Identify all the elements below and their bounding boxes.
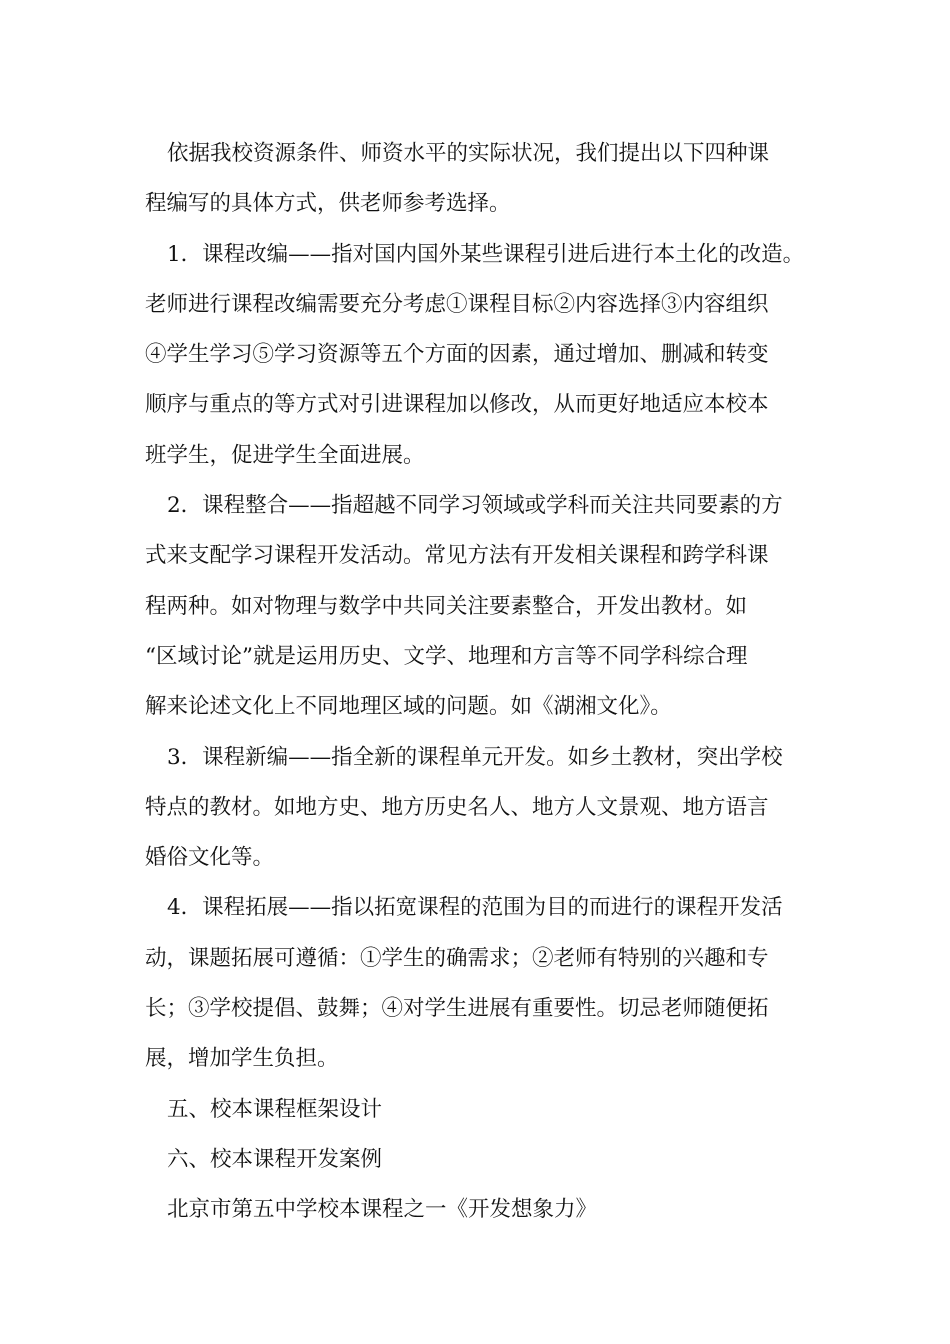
item-2-line-2: 式来支配学习课程开发活动。常见方法有开发相关课程和跨学科课 xyxy=(145,543,769,569)
item-3-line-1: 3．课程新编——指全新的课程单元开发。如乡土教材，突出学校 xyxy=(167,744,783,770)
item-4-line-4: 展，增加学生负担。 xyxy=(145,1046,339,1072)
item-4-line-1: 4．课程拓展——指以拓宽课程的范围为目的而进行的课程开发活 xyxy=(167,895,783,921)
case-title: 北京市第五中学校本课程之一《开发想象力》 xyxy=(167,1197,598,1223)
document-body xyxy=(145,129,825,1236)
item-2-line-5: 解来论述文化上不同地理区域的问题。如《湖湘文化》。 xyxy=(145,694,672,720)
item-1-line-5: 班学生，促进学生全面进展。 xyxy=(145,442,425,468)
item-3-line-2: 特点的教材。如地方史、地方历史名人、地方人文景观、地方语言 xyxy=(145,794,769,820)
item-2-line-3: 程两种。如对物理与数学中共同关注要素整合，开发出教材。如 xyxy=(145,593,748,619)
item-3-line-3: 婚俗文化等。 xyxy=(145,845,275,871)
item-2-line-1: 2．课程整合——指超越不同学习领域或学科而关注共同要素的方 xyxy=(167,493,783,519)
item-4-line-3: 长；③学校提倡、鼓舞；④对学生进展有重要性。切忌老师随便拓 xyxy=(145,996,769,1022)
item-2-line-4: “区域讨论”就是运用历史、文学、地理和方言等不同学科综合理 xyxy=(145,643,748,669)
section-6-heading: 六、校本课程开发案例 xyxy=(167,1146,383,1172)
item-1-line-3: ④学生学习⑤学习资源等五个方面的因素，通过增加、删减和转变 xyxy=(145,342,769,368)
item-1-line-4: 顺序与重点的等方式对引进课程加以修改，从而更好地适应本校本 xyxy=(145,392,769,418)
item-1-line-2: 老师进行课程改编需要充分考虑①课程目标②内容选择③内容组织 xyxy=(145,291,769,317)
paragraph-intro-line-2: 程编写的具体方式，供老师参考选择。 xyxy=(145,191,511,217)
item-4-line-2: 动，课题拓展可遵循：①学生的确需求；②老师有特别的兴趣和专 xyxy=(145,945,769,971)
paragraph-intro-line-1: 依据我校资源条件、师资水平的实际状况，我们提出以下四种课 xyxy=(167,141,770,166)
item-1-line-1: 1．课程改编——指对国内国外某些课程引进后进行本土化的改造。 xyxy=(167,241,805,267)
section-5-heading: 五、校本课程框架设计 xyxy=(167,1096,383,1122)
